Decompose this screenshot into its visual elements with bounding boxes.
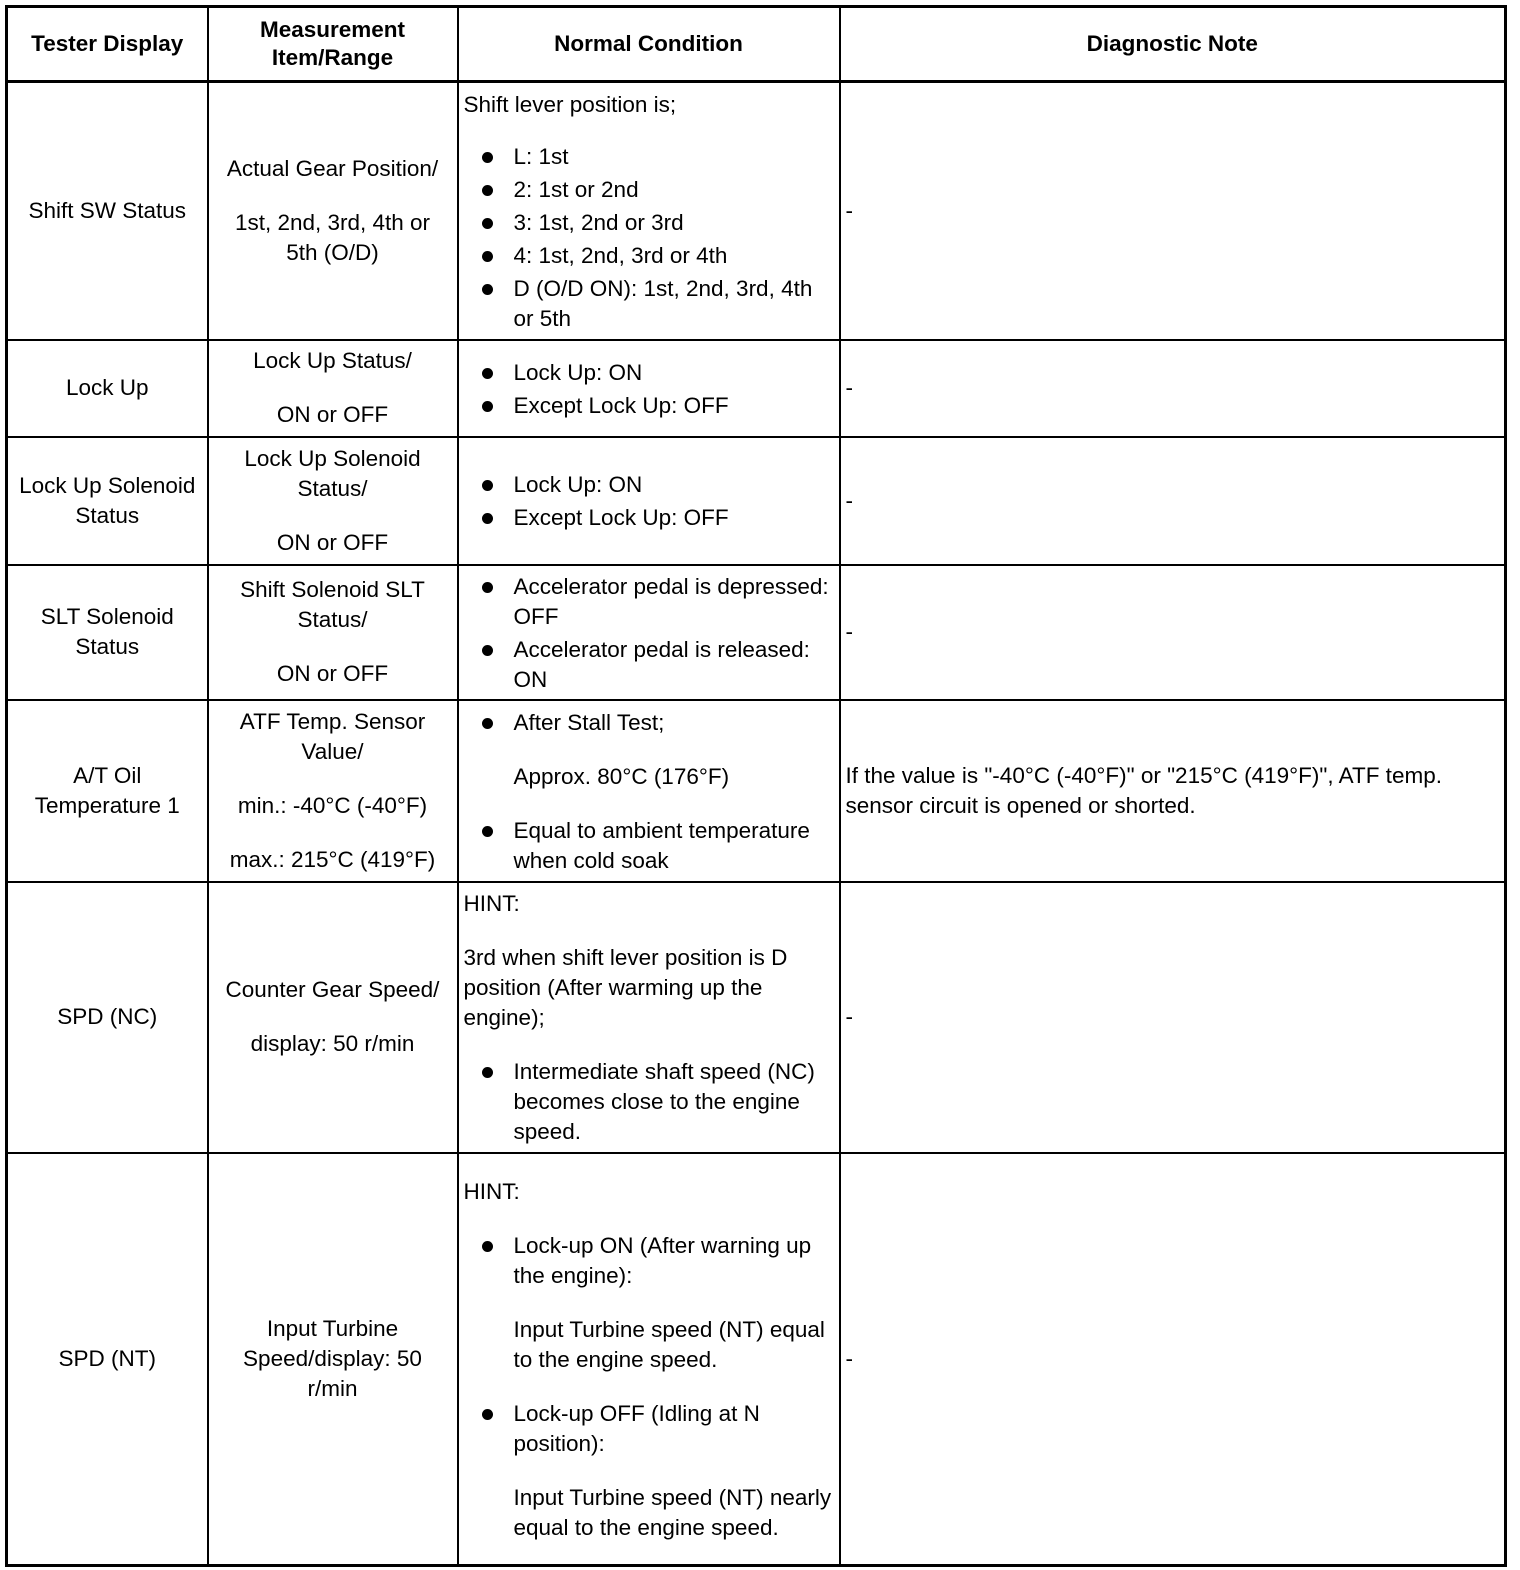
tester-display-cell: SPD (NC) (7, 882, 208, 1153)
diagnostic-note-cell: If the value is "-40°C (-40°F)" or "215°C (419°F)", ATF temp. sensor circuit is opened or shorted. (840, 700, 1506, 882)
measurement-cell: Lock Up Solenoid Status/ ON or OFF (208, 437, 458, 565)
tester-display-cell: Shift SW Status (7, 82, 208, 340)
tester-display-cell: Lock Up (7, 340, 208, 437)
normal-condition-cell (458, 1153, 840, 1566)
table-row (7, 1153, 1506, 1566)
list-item: L: 1st (464, 142, 834, 172)
table-row (7, 437, 1506, 565)
diagnostic-note-cell: - (840, 82, 1506, 340)
tester-display-cell: SLT Solenoid Status (7, 565, 208, 700)
measurement-cell: Actual Gear Position/ 1st, 2nd, 3rd, 4th or 5th (O/D) (208, 82, 458, 340)
diagnostic-note-cell: - (840, 565, 1506, 700)
hint-label: HINT: (463, 1178, 520, 1204)
list-item: Lock Up: ON (464, 358, 834, 388)
normal-condition-cell (458, 340, 840, 437)
tester-display-cell: A/T Oil Temperature 1 (7, 700, 208, 882)
list-item: D (O/D ON): 1st, 2nd, 3rd, 4th or 5th (464, 274, 834, 334)
table-row (7, 882, 1506, 1153)
table-row (7, 340, 1506, 437)
list-item: Except Lock Up: OFF (464, 391, 834, 421)
table-row (7, 82, 1506, 340)
tester-display-cell: SPD (NT) (7, 1153, 208, 1566)
measurement-cell: Shift Solenoid SLT Status/ ON or OFF (208, 565, 458, 700)
diagnostic-note-cell: - (840, 882, 1506, 1153)
list-item: Lock-up OFF (Idling at N position): Input Turbine speed (NT) nearly equal to the engine speed. (464, 1399, 834, 1543)
list-item: Equal to ambient temperature when cold soak (464, 816, 834, 876)
diagnostic-note-cell: - (840, 437, 1506, 565)
normal-condition-cell (458, 437, 840, 565)
list-item: 2: 1st or 2nd (464, 175, 834, 205)
tester-display-cell: Lock Up Solenoid Status (7, 437, 208, 565)
list-item: Intermediate shaft speed (NC) becomes close to the engine speed. (464, 1057, 834, 1147)
header-row (7, 7, 1506, 82)
diagnostic-note-cell: - (840, 340, 1506, 437)
list-item: Accelerator pedal is released: ON (464, 635, 834, 695)
header-normal-condition: Normal Condition (458, 7, 840, 82)
header-measurement-item: Measurement Item/Range (208, 7, 458, 82)
table-row (7, 565, 1506, 700)
list-item: Lock-up ON (After warning up the engine): Input Turbine speed (NT) equal to the engine speed. (464, 1231, 834, 1375)
list-item: Accelerator pedal is depressed: OFF (464, 572, 834, 632)
normal-condition-cell (458, 565, 840, 700)
measurement-cell: Input Turbine Speed/display: 50 r/min (208, 1153, 458, 1566)
list-item: Lock Up: ON (464, 470, 834, 500)
table-row (7, 700, 1506, 882)
diagnostic-note-cell: - (840, 1153, 1506, 1566)
list-item: 4: 1st, 2nd, 3rd or 4th (464, 241, 834, 271)
measurement-cell: ATF Temp. Sensor Value/ min.: -40°C (-40°F) max.: 215°C (419°F) (208, 700, 458, 882)
measurement-cell: Lock Up Status/ ON or OFF (208, 340, 458, 437)
normal-condition-cell: HINT: 3rd when shift lever position is D position (After warming up the engine); Intermediate shaft speed (NC) becomes close to the engine speed. (458, 882, 840, 1153)
normal-condition-cell (458, 700, 840, 882)
diagnostic-data-table (5, 5, 1507, 1567)
list-item: Except Lock Up: OFF (464, 503, 834, 533)
normal-condition-cell: Shift lever position is; L: 1st 2: 1st or 2nd 3: 1st, 2nd or 3rd 4: 1st, 2nd, 3rd or 4th D (O/D ON): 1st, 2nd, 3rd, 4th or 5th (458, 82, 840, 340)
hint-label: HINT: (463, 891, 520, 916)
list-item: After Stall Test; Approx. 80°C (176°F) (464, 708, 834, 792)
list-item: 3: 1st, 2nd or 3rd (464, 208, 834, 238)
header-diagnostic-note: Diagnostic Note (840, 7, 1506, 82)
header-tester-display: Tester Display (7, 7, 208, 82)
measurement-cell: Counter Gear Speed/ display: 50 r/min (208, 882, 458, 1153)
